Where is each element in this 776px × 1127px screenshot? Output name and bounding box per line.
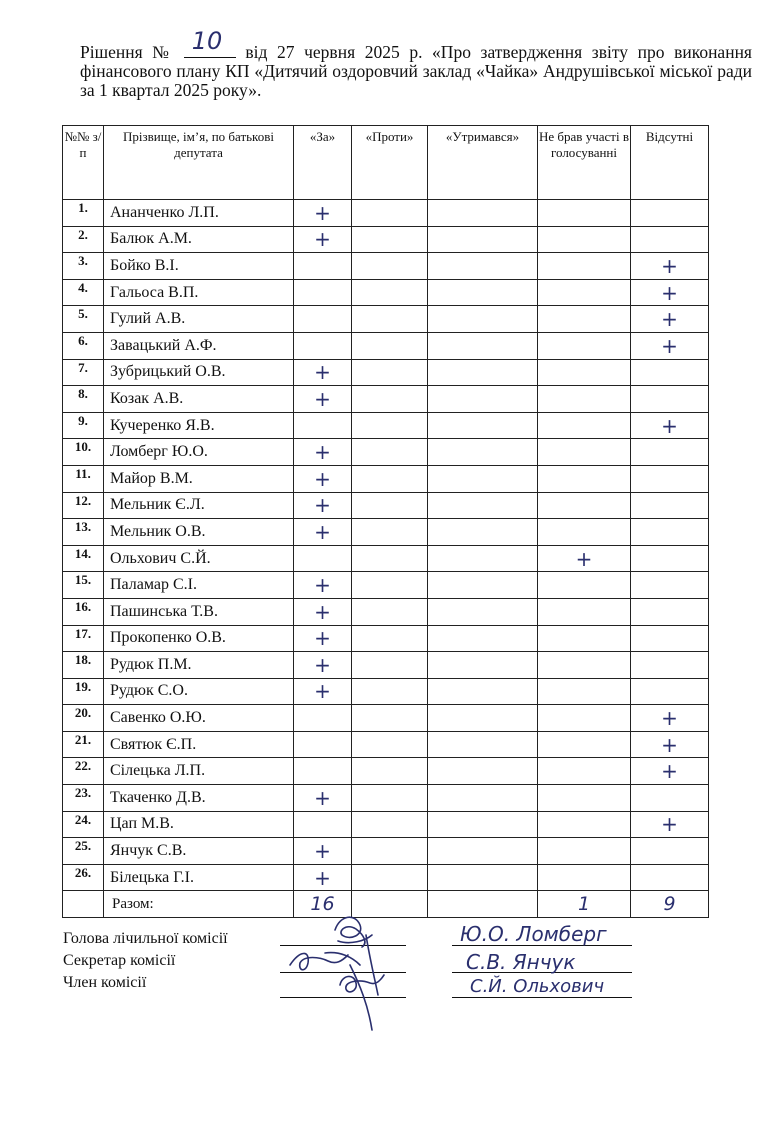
secretary-label: Секретар комісії — [63, 952, 176, 969]
vote-cell-not-voted — [538, 359, 631, 386]
vote-cell-for: + — [294, 652, 352, 679]
header-absent: Відсутні — [631, 126, 709, 200]
deputy-name: Зубрицький О.В. — [104, 359, 294, 386]
row-number: 7. — [63, 359, 104, 386]
vote-cell-against — [352, 253, 428, 280]
vote-cell-for — [294, 412, 352, 439]
deputy-name: Сілецька Л.П. — [104, 758, 294, 785]
vote-cell-not-voted — [538, 625, 631, 652]
totals-empty-cell — [63, 891, 104, 918]
deputy-name: Мельник Є.Л. — [104, 492, 294, 519]
total-not-voted: 1 — [538, 891, 631, 918]
header-for: «За» — [294, 126, 352, 200]
member-label: Член комісії — [63, 974, 147, 991]
deputy-name: Рудюк П.М. — [104, 652, 294, 679]
table-row — [63, 652, 709, 679]
vote-cell-against — [352, 439, 428, 466]
vote-cell-against — [352, 572, 428, 599]
vote-cell-against — [352, 200, 428, 227]
vote-cell-absent — [631, 200, 709, 227]
row-number: 2. — [63, 226, 104, 253]
table-row — [63, 465, 709, 492]
total-abstain — [428, 891, 538, 918]
vote-cell-absent: + — [631, 332, 709, 359]
vote-cell-against — [352, 226, 428, 253]
vote-cell-absent — [631, 465, 709, 492]
deputy-name: Завацький А.Ф. — [104, 332, 294, 359]
vote-cell-abstain — [428, 678, 538, 705]
vote-cell-against — [352, 678, 428, 705]
vote-cell-against — [352, 838, 428, 865]
vote-cell-abstain — [428, 306, 538, 333]
deputy-name: Святюк Є.П. — [104, 731, 294, 758]
deputy-name: Кучеренко Я.В. — [104, 412, 294, 439]
row-number: 26. — [63, 864, 104, 891]
table-row — [63, 838, 709, 865]
vote-cell-abstain — [428, 838, 538, 865]
vote-cell-abstain — [428, 492, 538, 519]
vote-cell-for — [294, 758, 352, 785]
table-row — [63, 386, 709, 413]
vote-cell-abstain — [428, 811, 538, 838]
table-row — [63, 412, 709, 439]
row-number: 8. — [63, 386, 104, 413]
vote-cell-for: + — [294, 572, 352, 599]
vote-cell-against — [352, 598, 428, 625]
vote-cell-not-voted — [538, 705, 631, 732]
vote-cell-absent: + — [631, 306, 709, 333]
vote-cell-not-voted — [538, 731, 631, 758]
vote-cell-absent: + — [631, 811, 709, 838]
vote-cell-absent — [631, 492, 709, 519]
row-number: 11. — [63, 465, 104, 492]
row-number: 1. — [63, 200, 104, 227]
vote-cell-against — [352, 359, 428, 386]
chair-name: Ю.О. Ломберг — [460, 922, 607, 946]
signature-labels — [63, 928, 228, 994]
vote-cell-absent — [631, 545, 709, 572]
row-number: 4. — [63, 279, 104, 306]
vote-cell-absent: + — [631, 705, 709, 732]
vote-cell-against — [352, 731, 428, 758]
deputy-name: Білецька Г.І. — [104, 864, 294, 891]
row-number: 16. — [63, 598, 104, 625]
row-number: 5. — [63, 306, 104, 333]
vote-cell-against — [352, 785, 428, 812]
header-number: №№ з/п — [63, 126, 104, 200]
vote-cell-absent: + — [631, 731, 709, 758]
vote-cell-abstain — [428, 731, 538, 758]
vote-cell-not-voted — [538, 306, 631, 333]
vote-cell-abstain — [428, 758, 538, 785]
vote-cell-for — [294, 253, 352, 280]
vote-cell-for — [294, 545, 352, 572]
table-row — [63, 705, 709, 732]
table-row — [63, 492, 709, 519]
table-row — [63, 811, 709, 838]
row-number: 18. — [63, 652, 104, 679]
vote-cell-absent — [631, 519, 709, 546]
vote-cell-not-voted — [538, 758, 631, 785]
vote-cell-against — [352, 412, 428, 439]
vote-cell-against — [352, 492, 428, 519]
row-number: 25. — [63, 838, 104, 865]
vote-cell-for: + — [294, 200, 352, 227]
table-row — [63, 758, 709, 785]
deputy-name: Пашинська Т.В. — [104, 598, 294, 625]
vote-cell-for: + — [294, 625, 352, 652]
secretary-name: С.В. Янчук — [466, 950, 576, 974]
vote-cell-abstain — [428, 332, 538, 359]
vote-cell-abstain — [428, 519, 538, 546]
table-row — [63, 572, 709, 599]
vote-cell-not-voted — [538, 678, 631, 705]
vote-cell-for — [294, 279, 352, 306]
vote-cell-for: + — [294, 785, 352, 812]
row-number: 6. — [63, 332, 104, 359]
vote-cell-absent — [631, 572, 709, 599]
vote-cell-against — [352, 545, 428, 572]
vote-cell-against — [352, 306, 428, 333]
decision-prefix: Рішення № — [80, 42, 175, 62]
table-row — [63, 625, 709, 652]
vote-cell-abstain — [428, 200, 538, 227]
vote-cell-for: + — [294, 678, 352, 705]
row-number: 10. — [63, 439, 104, 466]
vote-cell-absent — [631, 678, 709, 705]
header-abstain: «Утримався» — [428, 126, 538, 200]
table-row — [63, 598, 709, 625]
row-number: 20. — [63, 705, 104, 732]
decision-number-field — [184, 27, 236, 58]
vote-cell-abstain — [428, 439, 538, 466]
table-row — [63, 332, 709, 359]
vote-cell-against — [352, 465, 428, 492]
vote-cell-abstain — [428, 705, 538, 732]
table-row — [63, 253, 709, 280]
deputy-name: Цап М.В. — [104, 811, 294, 838]
vote-cell-for: + — [294, 359, 352, 386]
table-row — [63, 519, 709, 546]
vote-cell-not-voted — [538, 279, 631, 306]
table-row — [63, 785, 709, 812]
deputy-name: Ананченко Л.П. — [104, 200, 294, 227]
vote-cell-abstain — [428, 279, 538, 306]
vote-cell-for — [294, 705, 352, 732]
vote-cell-absent — [631, 838, 709, 865]
totals-label: Разом: — [104, 891, 294, 918]
vote-cell-abstain — [428, 386, 538, 413]
vote-cell-for: + — [294, 838, 352, 865]
deputy-name: Прокопенко О.В. — [104, 625, 294, 652]
vote-cell-for: + — [294, 519, 352, 546]
deputy-name: Балюк А.М. — [104, 226, 294, 253]
row-number: 15. — [63, 572, 104, 599]
member-name: С.Й. Ольхович — [470, 976, 605, 997]
vote-cell-for — [294, 306, 352, 333]
deputy-name: Ольхович С.Й. — [104, 545, 294, 572]
vote-cell-abstain — [428, 359, 538, 386]
vote-cell-not-voted — [538, 785, 631, 812]
vote-cell-abstain — [428, 652, 538, 679]
decision-number: 10 — [191, 27, 223, 55]
row-number: 13. — [63, 519, 104, 546]
row-number: 24. — [63, 811, 104, 838]
vote-cell-abstain — [428, 545, 538, 572]
vote-cell-against — [352, 386, 428, 413]
vote-cell-absent — [631, 439, 709, 466]
vote-cell-for — [294, 731, 352, 758]
row-number: 14. — [63, 545, 104, 572]
vote-cell-absent — [631, 785, 709, 812]
vote-cell-for: + — [294, 598, 352, 625]
vote-cell-against — [352, 279, 428, 306]
vote-cell-for — [294, 811, 352, 838]
vote-cell-absent: + — [631, 253, 709, 280]
vote-cell-abstain — [428, 253, 538, 280]
header-name: Прізвище, ім’я, по батькові депутата — [104, 126, 294, 200]
deputy-name: Бойко В.І. — [104, 253, 294, 280]
vote-cell-absent — [631, 598, 709, 625]
row-number: 23. — [63, 785, 104, 812]
vote-cell-abstain — [428, 412, 538, 439]
vote-cell-absent — [631, 864, 709, 891]
table-row — [63, 678, 709, 705]
vote-cell-absent — [631, 226, 709, 253]
table-header-row — [63, 126, 709, 200]
vote-cell-for — [294, 332, 352, 359]
vote-cell-abstain — [428, 625, 538, 652]
vote-cell-not-voted — [538, 811, 631, 838]
deputy-name: Ломберг Ю.О. — [104, 439, 294, 466]
table-row — [63, 306, 709, 333]
vote-cell-absent: + — [631, 279, 709, 306]
vote-cell-not-voted — [538, 439, 631, 466]
chair-label: Голова лічильної комісії — [63, 930, 228, 947]
decision-text: від 27 червня 2025 р. «Про затвердження звіту про виконання фінансового плану КП «Дитячий оздоровчий заклад «Чайка» Андрушівської міської ради за 1 квартал 2025 року». — [80, 42, 752, 100]
vote-cell-not-voted — [538, 838, 631, 865]
deputy-name: Мельник О.В. — [104, 519, 294, 546]
vote-cell-for: + — [294, 386, 352, 413]
vote-cell-against — [352, 864, 428, 891]
deputy-name: Рудюк С.О. — [104, 678, 294, 705]
vote-cell-abstain — [428, 226, 538, 253]
total-for: 16 — [294, 891, 352, 918]
vote-cell-for: + — [294, 465, 352, 492]
vote-cell-not-voted — [538, 652, 631, 679]
vote-cell-not-voted — [538, 226, 631, 253]
vote-cell-for: + — [294, 864, 352, 891]
vote-cell-for: + — [294, 439, 352, 466]
vote-cell-against — [352, 332, 428, 359]
row-number: 3. — [63, 253, 104, 280]
decision-title — [80, 27, 752, 100]
table-row — [63, 864, 709, 891]
table-row — [63, 226, 709, 253]
vote-cell-not-voted — [538, 598, 631, 625]
row-number: 17. — [63, 625, 104, 652]
row-number: 19. — [63, 678, 104, 705]
vote-cell-not-voted — [538, 386, 631, 413]
vote-cell-against — [352, 652, 428, 679]
table-row — [63, 279, 709, 306]
vote-cell-not-voted — [538, 572, 631, 599]
table-row — [63, 200, 709, 227]
row-number: 12. — [63, 492, 104, 519]
vote-cell-abstain — [428, 785, 538, 812]
vote-cell-absent — [631, 359, 709, 386]
vote-cell-not-voted — [538, 519, 631, 546]
row-number: 22. — [63, 758, 104, 785]
vote-cell-abstain — [428, 864, 538, 891]
vote-cell-against — [352, 811, 428, 838]
handwritten-signatures — [280, 905, 420, 1035]
vote-cell-absent: + — [631, 412, 709, 439]
vote-cell-for: + — [294, 492, 352, 519]
voting-table — [62, 125, 709, 918]
vote-cell-against — [352, 758, 428, 785]
header-not-voted: Не брав участі в голосуванні — [538, 126, 631, 200]
vote-cell-absent — [631, 625, 709, 652]
deputy-name: Ткаченко Д.В. — [104, 785, 294, 812]
deputy-name: Паламар С.І. — [104, 572, 294, 599]
table-row — [63, 731, 709, 758]
table-row — [63, 439, 709, 466]
vote-cell-abstain — [428, 572, 538, 599]
deputy-name: Янчук С.В. — [104, 838, 294, 865]
row-number: 21. — [63, 731, 104, 758]
vote-cell-not-voted — [538, 492, 631, 519]
deputy-name: Савенко О.Ю. — [104, 705, 294, 732]
total-absent: 9 — [631, 891, 709, 918]
member-name-line — [452, 997, 632, 998]
vote-cell-absent: + — [631, 758, 709, 785]
deputy-name: Козак А.В. — [104, 386, 294, 413]
vote-cell-abstain — [428, 465, 538, 492]
vote-cell-not-voted — [538, 332, 631, 359]
vote-cell-absent — [631, 652, 709, 679]
vote-cell-for: + — [294, 226, 352, 253]
row-number: 9. — [63, 412, 104, 439]
vote-cell-not-voted — [538, 200, 631, 227]
vote-cell-not-voted: + — [538, 545, 631, 572]
table-row — [63, 359, 709, 386]
vote-cell-against — [352, 705, 428, 732]
deputy-name: Гальоса В.П. — [104, 279, 294, 306]
header-against: «Проти» — [352, 126, 428, 200]
vote-cell-against — [352, 625, 428, 652]
vote-cell-not-voted — [538, 412, 631, 439]
vote-cell-against — [352, 519, 428, 546]
vote-cell-absent — [631, 386, 709, 413]
deputy-name: Майор В.М. — [104, 465, 294, 492]
vote-cell-not-voted — [538, 864, 631, 891]
vote-cell-abstain — [428, 598, 538, 625]
vote-cell-not-voted — [538, 253, 631, 280]
deputy-name: Гулий А.В. — [104, 306, 294, 333]
table-row — [63, 545, 709, 572]
vote-cell-not-voted — [538, 465, 631, 492]
